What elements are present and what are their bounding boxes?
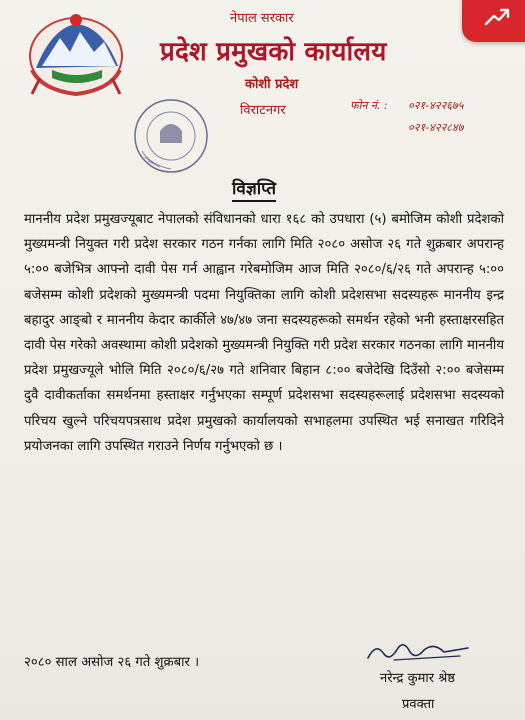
notice-body: माननीय प्रदेश प्रमुखज्यूबाट नेपालको संविधानको धारा १६८ को उपधारा (५) बमोजिम कोशी प्रदेशको मुख्यमन्त्री नियुक्त गरी प्रदेश सरकार गठन गर्नका लागि मिति २०८० असोज २६ गते शुक्रबार अपरान्ह ५:०० बजेभित्र आफ्नो दावी पेस गर्न आह्वान गरेबमोजिम आज मिति २०८०/६/२६ गते अपरान्ह ५:०० बजेसम्म कोशी प्रदेशको मुख्यमन्त्री पदमा नियुक्तिका लागि कोशी प्रदेशसभा सदस्यहरू माननीय इन्द्र बहादुर आङ्बो र माननीय केदार कार्कीले ४७/४७ जना सदस्यहरूको समर्थन रहेको भनी हस्ताक्षरसहित दावी पेस गरेको अवस्थामा कोशी प्रदेशको मुख्यमन्त्री नियुक्ति गरी प्रदेश सरकार गठनका लागि माननीय प्रदेश प्रमुखज्यूले भोलि मिति २०८०/६/२७ गते शनिवार बिहान ८:०० बजेदेखि दिउँसो २:०० बजेसम्म दुवै दावीकर्ताका समर्थनमा हस्ताक्षर गर्नुभएका सम्पूर्ण प्रदेशसभा सदस्यहरूलाई प्रदेशसभा सदस्यको परिचय खुल्ने परिचयपत्रसाथ प्रदेश प्रमुखको कार्यालयको सभाहलमा उपस्थित भई सनाखत गरिदिने प्रयोजनका लागि उपस्थित गराउने निर्णय गर्नुभएको छ । [24, 212, 504, 454]
nepal-emblem-icon [22, 8, 130, 100]
trending-up-icon [484, 6, 510, 28]
office-title: प्रदेश प्रमुखको कार्यालय [160, 37, 387, 67]
phone-label: फोन नं. : [350, 99, 388, 112]
city-label: विराटनगर [240, 103, 286, 118]
handwritten-signature [364, 638, 474, 666]
office-seal-stamp [130, 95, 212, 177]
notice-date: २०८० साल असोज २६ गते शुक्रबार । [24, 655, 200, 670]
signatory-role: प्रवक्ता [402, 697, 435, 712]
phone-number-1: ०२१-४२२६७५ [408, 99, 464, 112]
government-label: नेपाल सरकार [230, 11, 294, 26]
phone-number-2: ०२१-४२२८४७ [408, 121, 464, 134]
signatory-name: नरेन्द्र कुमार श्रेष्ठ [380, 671, 456, 686]
trend-badge[interactable] [462, 0, 525, 42]
notice-title: विज्ञप्ति [232, 176, 276, 202]
province-label: कोशी प्रदेश [245, 77, 299, 92]
